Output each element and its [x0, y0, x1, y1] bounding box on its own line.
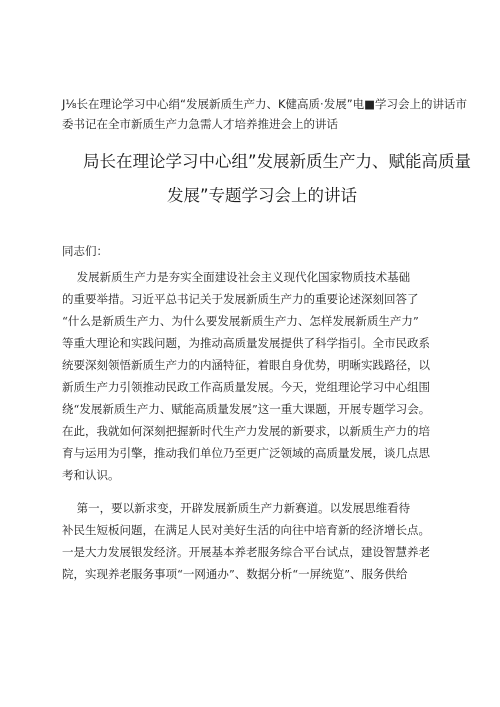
paragraph-line: 绕“发展新质生产力、赋能高质量发展”这一重大课题，开展专题学习会。	[62, 402, 431, 416]
paragraph-1	[62, 266, 442, 486]
paragraph-line: 育与运用为引擎，推动我们单位乃至更广泛领域的高质量发展，谈几点思	[62, 446, 430, 460]
paragraph-line: 新质生产力引领推动民政工作高质量发展。今天，党组理论学习中心组围	[62, 380, 430, 394]
paragraph-line: 等重大理论和实践问题，为推动高质量发展提供了科学指引。全市民政系	[62, 336, 430, 350]
header-line-1: J⅛长在理论学习中心绢“发展新质生产力、K健高质·发展”电■学习会上的讲话市	[62, 97, 468, 111]
header-line-2: 委书记在全市新质生产力急需人才培养推进会上的讲话	[62, 117, 338, 131]
paragraph-line: 统要深刻领悟新质生产力的内涵特征，着眼自身优势，明晰实践路径，以	[62, 358, 430, 372]
paragraph-line: 一是大力发展银发经济。开展基本养老服务综合平台试点，建设智慧养老	[62, 545, 430, 559]
paragraph-line: 院，实现养老服务事项“一网通办”、数据分析“一屏统览”、服务供给	[62, 567, 408, 581]
paragraph-line: “什么是新质生产力、为什么要发展新质生产力、怎样发展新质生产力”	[62, 314, 419, 328]
paragraph-line: 第一，要以新求变，开辟发展新质生产力新赛道。以发展思维看待	[62, 501, 411, 515]
paragraph-line: 考和认识。	[62, 468, 120, 482]
paragraph-line: 的重要举措。习近平总书记关于发展新质生产力的重要论述深刻回答了	[62, 292, 419, 306]
paragraph-2	[62, 497, 442, 585]
document-title-line-2: 发展”专题学习会上的讲话	[167, 186, 358, 205]
document-title-line-1: 局长在理论学习中心组”发展新质生产力、赋能高质量	[83, 152, 472, 171]
paragraph-line: 在此，我就如何深刻把握新时代生产力发展的新要求，以新质生产力的培	[62, 424, 430, 438]
paragraph-line: 发展新质生产力是夯实全面建设社会主义现代化国家物质技术基础	[62, 270, 411, 284]
paragraph-line: 补民生短板问题，在满足人民对美好生活的向往中培育新的经济增长点。	[62, 523, 430, 537]
greeting: 同志们：	[62, 244, 108, 258]
